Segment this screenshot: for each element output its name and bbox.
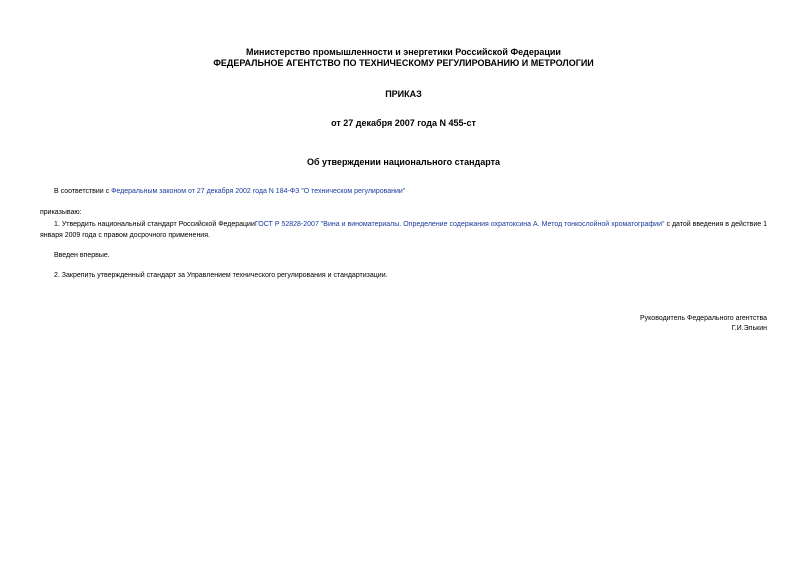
item2-paragraph: 2. Закрепить утвержденный стандарт за Управлением технического регулирования и стандартизации. [54,272,388,279]
ministry-heading: Министерство промышленности и энергетики Российской Федерации [246,47,561,57]
item1-paragraph [40,219,767,241]
item1-prefix: 1. Утвердить национальный стандарт Российской Федерации [54,221,255,228]
standard-link[interactable]: ГОСТ Р 52828-2007 "Вина и виноматериалы. Определение содержания охратоксина А. Метод тонкослойной хроматографии" [254,221,665,228]
document-type: ПРИКАЗ [385,89,422,99]
signature-position: Руководитель Федерального агентства [639,315,767,322]
agency-heading: ФЕДЕРАЛЬНОЕ АГЕНТСТВО ПО ТЕХНИЧЕСКОМУ РЕГУЛИРОВАНИЮ И МЕТРОЛОГИИ [213,58,594,68]
preamble-paragraph [54,187,405,197]
preamble-prefix: В соответствии с [54,188,112,195]
intro-note: Введен впервые. [54,252,110,259]
item1-suffix: с датой введения в действие 1 января 2009 года с правом досрочного применения. [40,221,768,239]
document-title: Об утверждении национального стандарта [306,157,501,167]
document-date-number: от 27 декабря 2007 года N 455-ст [331,118,476,128]
signature-name: Г.И.Элькин [731,325,767,332]
order-word: приказываю: [40,209,82,216]
federal-law-link[interactable]: Федеральным законом от 27 декабря 2002 года N 184-ФЗ "О техническом регулировании" [111,188,406,195]
